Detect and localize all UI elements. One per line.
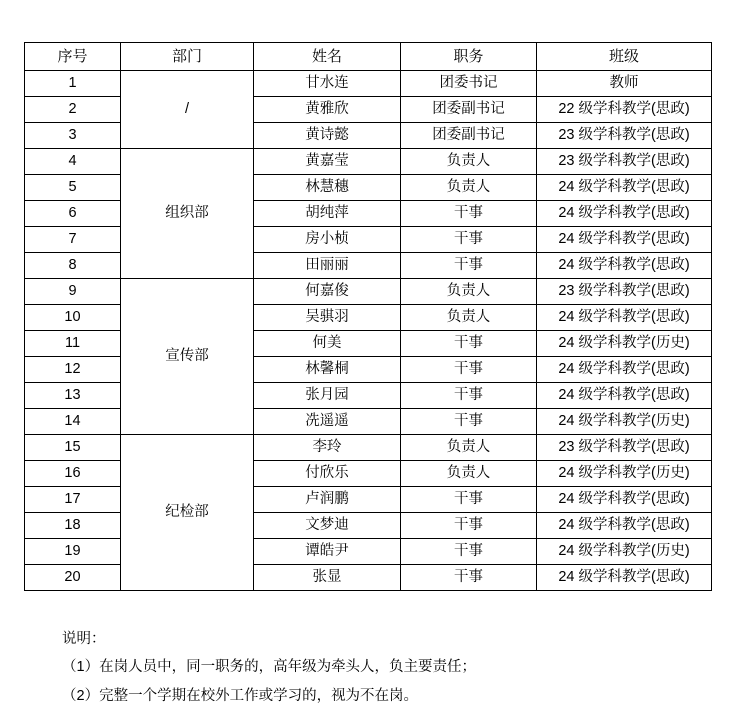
roster-table	[24, 42, 712, 591]
cell-duty: 团委副书记	[401, 97, 537, 123]
column-header-seq: 序号	[25, 43, 121, 71]
cell-class: 23 级学科教学(思政)	[537, 435, 712, 461]
cell-seq: 9	[25, 279, 121, 305]
cell-seq: 2	[25, 97, 121, 123]
cell-name: 卢润鹏	[254, 487, 401, 513]
cell-duty: 干事	[401, 487, 537, 513]
cell-seq: 3	[25, 123, 121, 149]
cell-class: 24 级学科教学(思政)	[537, 487, 712, 513]
cell-duty: 干事	[401, 331, 537, 357]
cell-duty: 负责人	[401, 461, 537, 487]
cell-name: 田丽丽	[254, 253, 401, 279]
cell-duty: 干事	[401, 227, 537, 253]
cell-seq: 18	[25, 513, 121, 539]
column-header-duty: 职务	[401, 43, 537, 71]
cell-seq: 19	[25, 539, 121, 565]
cell-class: 24 级学科教学(思政)	[537, 305, 712, 331]
cell-duty: 团委副书记	[401, 123, 537, 149]
table-header-row	[25, 43, 712, 71]
table-body	[25, 71, 712, 591]
cell-class: 24 级学科教学(思政)	[537, 175, 712, 201]
cell-department: 宣传部	[121, 279, 254, 435]
cell-seq: 8	[25, 253, 121, 279]
cell-name: 冼遥遥	[254, 409, 401, 435]
cell-department: /	[121, 71, 254, 149]
cell-seq: 6	[25, 201, 121, 227]
cell-duty: 负责人	[401, 305, 537, 331]
cell-seq: 16	[25, 461, 121, 487]
cell-seq: 11	[25, 331, 121, 357]
cell-class: 24 级学科教学(思政)	[537, 253, 712, 279]
cell-seq: 15	[25, 435, 121, 461]
cell-duty: 干事	[401, 539, 537, 565]
cell-class: 24 级学科教学(思政)	[537, 201, 712, 227]
cell-duty: 干事	[401, 201, 537, 227]
cell-name: 何美	[254, 331, 401, 357]
note-item-2: （2）完整一个学期在校外工作或学习的，视为不在岗。	[62, 687, 419, 704]
cell-name: 黄嘉莹	[254, 149, 401, 175]
cell-name: 谭皓尹	[254, 539, 401, 565]
cell-duty: 干事	[401, 565, 537, 591]
cell-duty: 负责人	[401, 279, 537, 305]
table-row	[25, 435, 712, 461]
cell-name: 甘水连	[254, 71, 401, 97]
cell-seq: 17	[25, 487, 121, 513]
cell-class: 教师	[537, 71, 712, 97]
cell-name: 胡纯萍	[254, 201, 401, 227]
cell-seq: 10	[25, 305, 121, 331]
cell-duty: 干事	[401, 357, 537, 383]
cell-seq: 7	[25, 227, 121, 253]
cell-class: 24 级学科教学(历史)	[537, 409, 712, 435]
table-row	[25, 71, 712, 97]
cell-duty: 负责人	[401, 175, 537, 201]
column-header-dept: 部门	[121, 43, 254, 71]
cell-seq: 14	[25, 409, 121, 435]
cell-duty: 干事	[401, 253, 537, 279]
table-header	[25, 43, 712, 71]
cell-class: 24 级学科教学(思政)	[537, 227, 712, 253]
cell-seq: 1	[25, 71, 121, 97]
cell-class: 24 级学科教学(思政)	[537, 565, 712, 591]
column-header-class: 班级	[537, 43, 712, 71]
cell-class: 24 级学科教学(思政)	[537, 383, 712, 409]
cell-duty: 负责人	[401, 149, 537, 175]
cell-class: 24 级学科教学(历史)	[537, 539, 712, 565]
notes-title: 说明：	[62, 631, 106, 647]
cell-duty: 干事	[401, 513, 537, 539]
notes-block	[62, 625, 711, 710]
cell-name: 黄诗懿	[254, 123, 401, 149]
cell-name: 黄雅欣	[254, 97, 401, 123]
cell-name: 张月园	[254, 383, 401, 409]
cell-duty: 干事	[401, 383, 537, 409]
cell-name: 吴骐羽	[254, 305, 401, 331]
cell-class: 24 级学科教学(历史)	[537, 461, 712, 487]
note-item-1: （1）在岗人员中，同一职务的，高年级为牵头人，负主要责任；	[62, 659, 477, 676]
column-header-name: 姓名	[254, 43, 401, 71]
cell-duty: 干事	[401, 409, 537, 435]
cell-duty: 团委书记	[401, 71, 537, 97]
cell-seq: 5	[25, 175, 121, 201]
cell-class: 22 级学科教学(思政)	[537, 97, 712, 123]
cell-name: 付欣乐	[254, 461, 401, 487]
table-row	[25, 279, 712, 305]
cell-seq: 20	[25, 565, 121, 591]
cell-name: 何嘉俊	[254, 279, 401, 305]
cell-class: 23 级学科教学(思政)	[537, 279, 712, 305]
cell-class: 24 级学科教学(历史)	[537, 331, 712, 357]
cell-duty: 负责人	[401, 435, 537, 461]
cell-seq: 12	[25, 357, 121, 383]
cell-seq: 4	[25, 149, 121, 175]
cell-name: 张显	[254, 565, 401, 591]
table-row	[25, 149, 712, 175]
cell-department: 纪检部	[121, 435, 254, 591]
cell-class: 24 级学科教学(思政)	[537, 513, 712, 539]
cell-name: 李玲	[254, 435, 401, 461]
cell-name: 文梦迪	[254, 513, 401, 539]
cell-class: 23 级学科教学(思政)	[537, 123, 712, 149]
cell-name: 林慧穗	[254, 175, 401, 201]
cell-department: 组织部	[121, 149, 254, 279]
cell-seq: 13	[25, 383, 121, 409]
cell-class: 23 级学科教学(思政)	[537, 149, 712, 175]
cell-class: 24 级学科教学(思政)	[537, 357, 712, 383]
cell-name: 林馨桐	[254, 357, 401, 383]
cell-name: 房小桢	[254, 227, 401, 253]
